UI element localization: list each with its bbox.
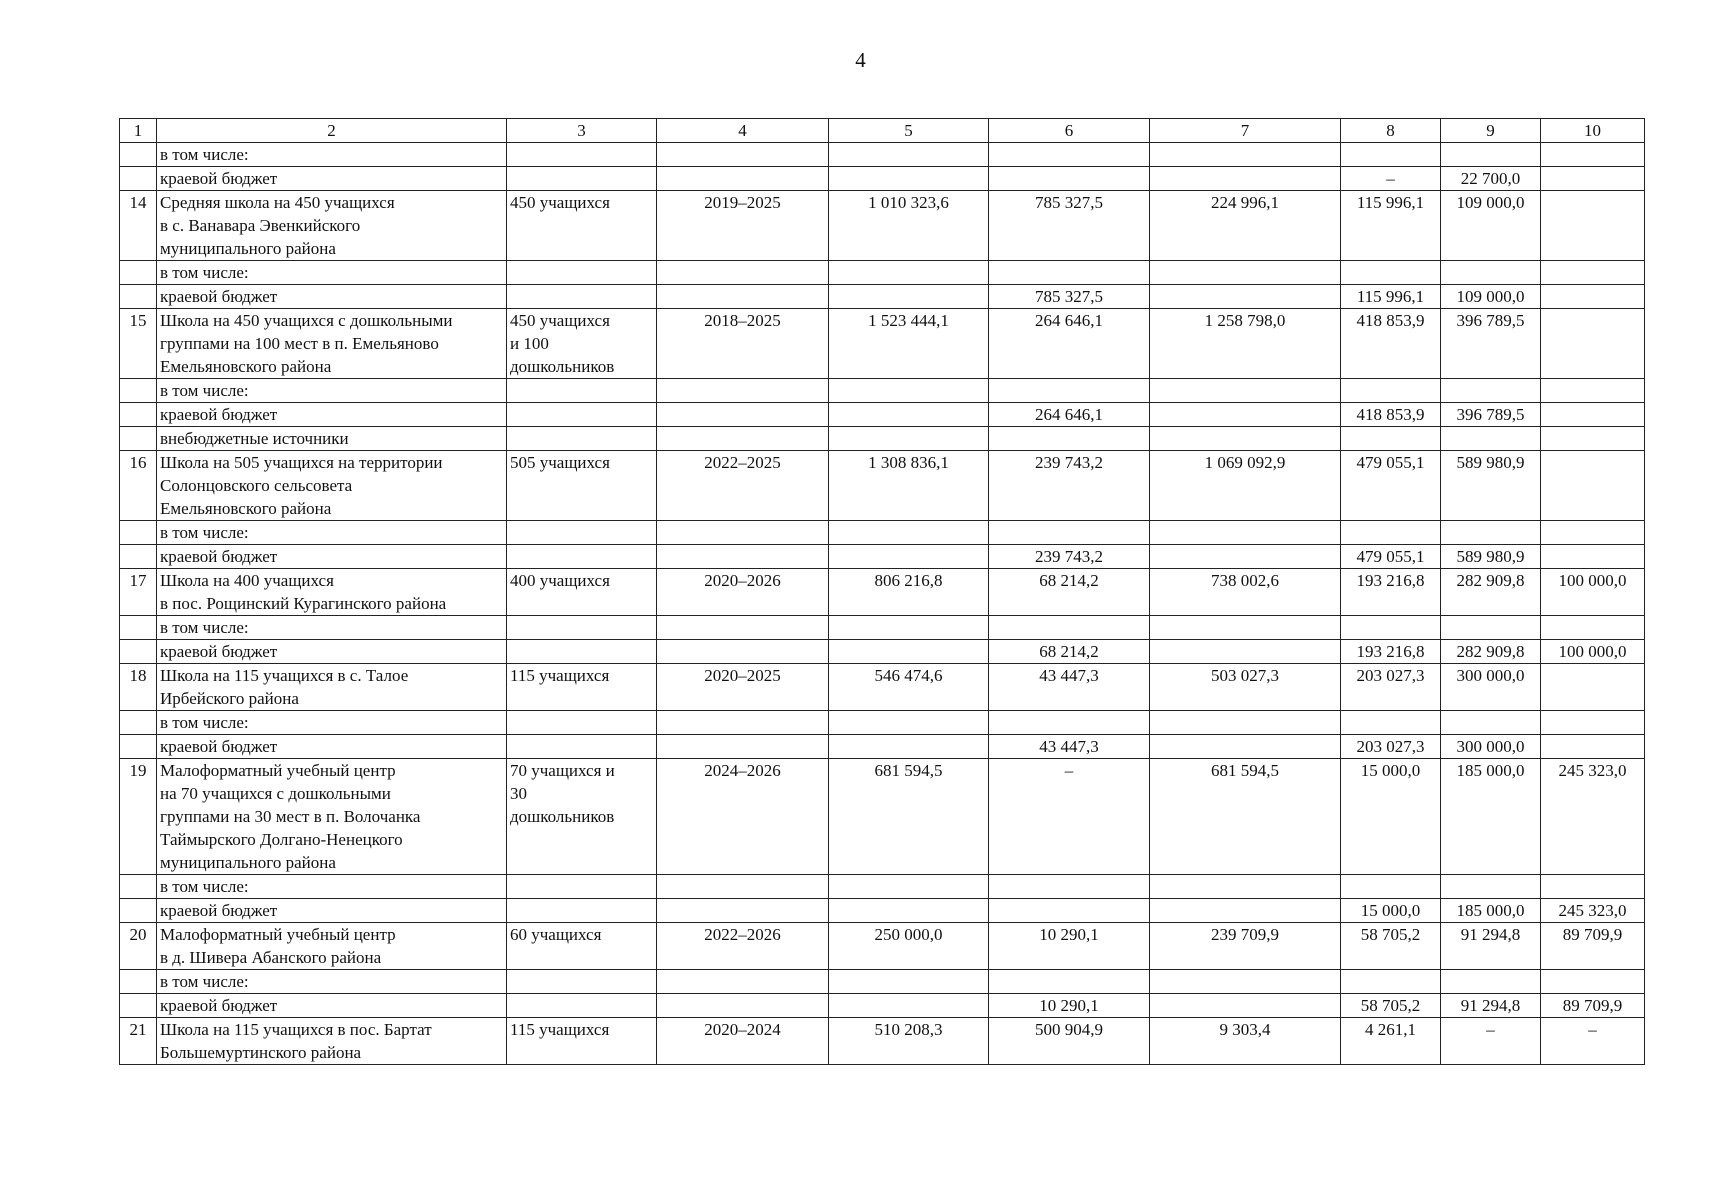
value-col-8 <box>1341 427 1441 451</box>
object-name: в том числе: <box>157 711 507 735</box>
table-row <box>120 379 1645 403</box>
value-col-5: 1 010 323,6 <box>829 191 989 261</box>
value-col-9 <box>1441 143 1541 167</box>
value-col-8 <box>1341 875 1441 899</box>
value-col-6: 68 214,2 <box>989 569 1150 616</box>
value-col-10 <box>1541 735 1645 759</box>
row-number <box>120 875 157 899</box>
value-col-8: 58 705,2 <box>1341 994 1441 1018</box>
table-row <box>120 923 1645 970</box>
value-col-6: 10 290,1 <box>989 923 1150 970</box>
period <box>657 970 829 994</box>
column-number-5: 5 <box>829 119 989 143</box>
capacity <box>507 640 657 664</box>
capacity: 70 учащихся и 30 дошкольников <box>507 759 657 875</box>
object-name: Малоформатный учебный центр на 70 учащихся с дошкольными группами на 30 мест в п. Волочанка Таймырского Долгано-Ненецкого муниципального района <box>157 759 507 875</box>
value-col-10: 245 323,0 <box>1541 759 1645 875</box>
value-col-5 <box>829 640 989 664</box>
capacity <box>507 379 657 403</box>
table-row <box>120 759 1645 875</box>
period <box>657 994 829 1018</box>
object-name: Школа на 115 учащихся в с. Талое Ирбейского района <box>157 664 507 711</box>
value-col-9 <box>1441 970 1541 994</box>
period <box>657 143 829 167</box>
value-col-9: 300 000,0 <box>1441 664 1541 711</box>
value-col-5 <box>829 875 989 899</box>
value-col-8: – <box>1341 167 1441 191</box>
value-col-9: 91 294,8 <box>1441 923 1541 970</box>
value-col-10 <box>1541 616 1645 640</box>
row-number <box>120 616 157 640</box>
table-row <box>120 403 1645 427</box>
column-number-8: 8 <box>1341 119 1441 143</box>
capacity <box>507 875 657 899</box>
period: 2022–2026 <box>657 923 829 970</box>
value-col-10 <box>1541 261 1645 285</box>
value-col-10 <box>1541 427 1645 451</box>
value-col-5 <box>829 167 989 191</box>
value-col-7 <box>1150 899 1341 923</box>
object-name: в том числе: <box>157 143 507 167</box>
column-number-10: 10 <box>1541 119 1645 143</box>
row-number <box>120 379 157 403</box>
object-name: краевой бюджет <box>157 403 507 427</box>
value-col-5 <box>829 379 989 403</box>
row-number <box>120 899 157 923</box>
value-col-5 <box>829 261 989 285</box>
value-col-5 <box>829 143 989 167</box>
row-number: 18 <box>120 664 157 711</box>
value-col-5: 806 216,8 <box>829 569 989 616</box>
value-col-7: 9 303,4 <box>1150 1018 1341 1065</box>
value-col-6 <box>989 521 1150 545</box>
column-number-3: 3 <box>507 119 657 143</box>
value-col-7 <box>1150 427 1341 451</box>
value-col-8 <box>1341 521 1441 545</box>
object-name: в том числе: <box>157 875 507 899</box>
value-col-6: 239 743,2 <box>989 545 1150 569</box>
period: 2020–2024 <box>657 1018 829 1065</box>
value-col-7 <box>1150 875 1341 899</box>
object-name: в том числе: <box>157 521 507 545</box>
value-col-9: 22 700,0 <box>1441 167 1541 191</box>
table-row <box>120 899 1645 923</box>
row-number: 20 <box>120 923 157 970</box>
value-col-8: 58 705,2 <box>1341 923 1441 970</box>
value-col-5 <box>829 735 989 759</box>
value-col-10 <box>1541 191 1645 261</box>
value-col-10: – <box>1541 1018 1645 1065</box>
value-col-6 <box>989 616 1150 640</box>
value-col-8 <box>1341 143 1441 167</box>
value-col-7 <box>1150 640 1341 664</box>
value-col-7 <box>1150 994 1341 1018</box>
value-col-6: 239 743,2 <box>989 451 1150 521</box>
value-col-9 <box>1441 521 1541 545</box>
capacity <box>507 403 657 427</box>
value-col-10 <box>1541 711 1645 735</box>
period <box>657 616 829 640</box>
value-col-7: 224 996,1 <box>1150 191 1341 261</box>
value-col-8: 203 027,3 <box>1341 735 1441 759</box>
row-number <box>120 970 157 994</box>
value-col-10: 100 000,0 <box>1541 640 1645 664</box>
value-col-5 <box>829 521 989 545</box>
value-col-8: 15 000,0 <box>1341 759 1441 875</box>
value-col-9: – <box>1441 1018 1541 1065</box>
object-name: краевой бюджет <box>157 545 507 569</box>
column-number-4: 4 <box>657 119 829 143</box>
table-row <box>120 711 1645 735</box>
value-col-7: 681 594,5 <box>1150 759 1341 875</box>
value-col-8: 193 216,8 <box>1341 569 1441 616</box>
value-col-10 <box>1541 664 1645 711</box>
object-name: краевой бюджет <box>157 640 507 664</box>
row-number <box>120 640 157 664</box>
value-col-6 <box>989 143 1150 167</box>
capacity: 400 учащихся <box>507 569 657 616</box>
object-name: краевой бюджет <box>157 285 507 309</box>
capacity <box>507 167 657 191</box>
value-col-7: 1 069 092,9 <box>1150 451 1341 521</box>
value-col-5: 1 523 444,1 <box>829 309 989 379</box>
object-name: Школа на 450 учащихся с дошкольными группами на 100 мест в п. Емельяново Емельяновского района <box>157 309 507 379</box>
object-name: в том числе: <box>157 261 507 285</box>
row-number <box>120 261 157 285</box>
value-col-7 <box>1150 285 1341 309</box>
row-number: 21 <box>120 1018 157 1065</box>
table-row <box>120 521 1645 545</box>
value-col-7 <box>1150 616 1341 640</box>
row-number <box>120 167 157 191</box>
capacity: 115 учащихся <box>507 664 657 711</box>
period <box>657 261 829 285</box>
value-col-5 <box>829 994 989 1018</box>
value-col-7 <box>1150 403 1341 427</box>
row-number <box>120 143 157 167</box>
value-col-6 <box>989 711 1150 735</box>
value-col-10 <box>1541 521 1645 545</box>
capacity <box>507 143 657 167</box>
capacity <box>507 970 657 994</box>
value-col-6: 785 327,5 <box>989 191 1150 261</box>
value-col-9: 282 909,8 <box>1441 569 1541 616</box>
value-col-7 <box>1150 167 1341 191</box>
table-body <box>120 119 1645 1065</box>
capacity <box>507 735 657 759</box>
capacity <box>507 427 657 451</box>
value-col-5 <box>829 285 989 309</box>
value-col-5 <box>829 616 989 640</box>
period <box>657 403 829 427</box>
value-col-8 <box>1341 970 1441 994</box>
column-number-9: 9 <box>1441 119 1541 143</box>
value-col-8: 479 055,1 <box>1341 451 1441 521</box>
capacity <box>507 899 657 923</box>
object-name: в том числе: <box>157 379 507 403</box>
value-col-8: 418 853,9 <box>1341 403 1441 427</box>
row-number <box>120 735 157 759</box>
value-col-9: 300 000,0 <box>1441 735 1541 759</box>
value-col-9: 185 000,0 <box>1441 899 1541 923</box>
value-col-7 <box>1150 711 1341 735</box>
value-col-9: 396 789,5 <box>1441 309 1541 379</box>
row-number <box>120 711 157 735</box>
value-col-7 <box>1150 379 1341 403</box>
table-row <box>120 191 1645 261</box>
value-col-10 <box>1541 379 1645 403</box>
value-col-10 <box>1541 403 1645 427</box>
value-col-7 <box>1150 261 1341 285</box>
object-name: краевой бюджет <box>157 167 507 191</box>
value-col-6: 68 214,2 <box>989 640 1150 664</box>
object-name: в том числе: <box>157 970 507 994</box>
capacity: 450 учащихся <box>507 191 657 261</box>
value-col-6: 10 290,1 <box>989 994 1150 1018</box>
value-col-5 <box>829 899 989 923</box>
period: 2024–2026 <box>657 759 829 875</box>
value-col-9 <box>1441 379 1541 403</box>
value-col-6 <box>989 427 1150 451</box>
value-col-8: 203 027,3 <box>1341 664 1441 711</box>
period <box>657 875 829 899</box>
value-col-5 <box>829 545 989 569</box>
value-col-9 <box>1441 875 1541 899</box>
value-col-10: 89 709,9 <box>1541 994 1645 1018</box>
value-col-10 <box>1541 451 1645 521</box>
table-row <box>120 167 1645 191</box>
value-col-9 <box>1441 711 1541 735</box>
value-col-7: 239 709,9 <box>1150 923 1341 970</box>
capacity <box>507 994 657 1018</box>
value-col-10 <box>1541 545 1645 569</box>
row-number <box>120 427 157 451</box>
value-col-9: 91 294,8 <box>1441 994 1541 1018</box>
value-col-5: 546 474,6 <box>829 664 989 711</box>
value-col-5 <box>829 427 989 451</box>
table-row <box>120 970 1645 994</box>
value-col-8: 479 055,1 <box>1341 545 1441 569</box>
row-number: 16 <box>120 451 157 521</box>
object-name: внебюджетные источники <box>157 427 507 451</box>
table-row <box>120 875 1645 899</box>
period <box>657 285 829 309</box>
table-row <box>120 451 1645 521</box>
capacity <box>507 545 657 569</box>
object-name: краевой бюджет <box>157 994 507 1018</box>
row-number <box>120 521 157 545</box>
value-col-10 <box>1541 167 1645 191</box>
value-col-5 <box>829 403 989 427</box>
column-number-1: 1 <box>120 119 157 143</box>
object-name: Школа на 505 учащихся на территории Солонцовского сельсовета Емельяновского района <box>157 451 507 521</box>
value-col-8: 115 996,1 <box>1341 191 1441 261</box>
capacity: 505 учащихся <box>507 451 657 521</box>
table-row <box>120 545 1645 569</box>
value-col-10 <box>1541 285 1645 309</box>
row-number: 15 <box>120 309 157 379</box>
object-name: Средняя школа на 450 учащихся в с. Ванавара Эвенкийского муниципального района <box>157 191 507 261</box>
period: 2020–2025 <box>657 664 829 711</box>
period: 2019–2025 <box>657 191 829 261</box>
value-col-6: – <box>989 759 1150 875</box>
column-number-2: 2 <box>157 119 507 143</box>
table-row <box>120 664 1645 711</box>
value-col-5: 681 594,5 <box>829 759 989 875</box>
value-col-8 <box>1341 711 1441 735</box>
value-col-9: 589 980,9 <box>1441 451 1541 521</box>
value-col-7 <box>1150 735 1341 759</box>
value-col-9 <box>1441 427 1541 451</box>
value-col-7: 1 258 798,0 <box>1150 309 1341 379</box>
value-col-5 <box>829 711 989 735</box>
value-col-5 <box>829 970 989 994</box>
value-col-7: 738 002,6 <box>1150 569 1341 616</box>
value-col-9: 109 000,0 <box>1441 285 1541 309</box>
page-number: 4 <box>855 48 866 72</box>
value-col-6: 264 646,1 <box>989 309 1150 379</box>
object-name: краевой бюджет <box>157 735 507 759</box>
value-col-8 <box>1341 379 1441 403</box>
value-col-8 <box>1341 261 1441 285</box>
value-col-7 <box>1150 521 1341 545</box>
capacity <box>507 616 657 640</box>
period <box>657 167 829 191</box>
object-name: Школа на 115 учащихся в пос. Бартат Большемуртинского района <box>157 1018 507 1065</box>
capacity: 115 учащихся <box>507 1018 657 1065</box>
value-col-6: 785 327,5 <box>989 285 1150 309</box>
object-name: в том числе: <box>157 616 507 640</box>
column-number-7: 7 <box>1150 119 1341 143</box>
value-col-8 <box>1341 616 1441 640</box>
value-col-7 <box>1150 970 1341 994</box>
row-number: 14 <box>120 191 157 261</box>
value-col-10: 245 323,0 <box>1541 899 1645 923</box>
row-number <box>120 545 157 569</box>
value-col-9: 109 000,0 <box>1441 191 1541 261</box>
value-col-10 <box>1541 875 1645 899</box>
table-row <box>120 1018 1645 1065</box>
value-col-8: 115 996,1 <box>1341 285 1441 309</box>
table-row <box>120 261 1645 285</box>
value-col-9 <box>1441 616 1541 640</box>
value-col-10 <box>1541 970 1645 994</box>
value-col-6: 43 447,3 <box>989 664 1150 711</box>
capacity <box>507 285 657 309</box>
value-col-6: 43 447,3 <box>989 735 1150 759</box>
value-col-8: 193 216,8 <box>1341 640 1441 664</box>
period <box>657 735 829 759</box>
value-col-9: 185 000,0 <box>1441 759 1541 875</box>
table-row <box>120 640 1645 664</box>
value-col-6 <box>989 379 1150 403</box>
capacity <box>507 521 657 545</box>
period <box>657 711 829 735</box>
value-col-5: 510 208,3 <box>829 1018 989 1065</box>
column-number-6: 6 <box>989 119 1150 143</box>
period <box>657 521 829 545</box>
value-col-9: 396 789,5 <box>1441 403 1541 427</box>
value-col-8: 418 853,9 <box>1341 309 1441 379</box>
period: 2018–2025 <box>657 309 829 379</box>
row-number <box>120 403 157 427</box>
value-col-6: 500 904,9 <box>989 1018 1150 1065</box>
capacity <box>507 261 657 285</box>
value-col-9 <box>1441 261 1541 285</box>
row-number <box>120 285 157 309</box>
table-row <box>120 616 1645 640</box>
objects-table <box>119 118 1645 1065</box>
capacity: 60 учащихся <box>507 923 657 970</box>
row-number: 17 <box>120 569 157 616</box>
period <box>657 427 829 451</box>
value-col-7 <box>1150 143 1341 167</box>
value-col-9: 589 980,9 <box>1441 545 1541 569</box>
value-col-5: 1 308 836,1 <box>829 451 989 521</box>
column-number-header-row <box>120 119 1645 143</box>
period <box>657 545 829 569</box>
value-col-6 <box>989 899 1150 923</box>
table-row <box>120 285 1645 309</box>
value-col-9: 282 909,8 <box>1441 640 1541 664</box>
value-col-10: 100 000,0 <box>1541 569 1645 616</box>
value-col-10 <box>1541 143 1645 167</box>
object-name: Школа на 400 учащихся в пос. Рощинский Курагинского района <box>157 569 507 616</box>
table-row <box>120 569 1645 616</box>
value-col-5: 250 000,0 <box>829 923 989 970</box>
row-number: 19 <box>120 759 157 875</box>
value-col-6 <box>989 167 1150 191</box>
value-col-10: 89 709,9 <box>1541 923 1645 970</box>
value-col-6 <box>989 970 1150 994</box>
value-col-6: 264 646,1 <box>989 403 1150 427</box>
table-row <box>120 735 1645 759</box>
value-col-8: 4 261,1 <box>1341 1018 1441 1065</box>
table-row <box>120 309 1645 379</box>
period: 2022–2025 <box>657 451 829 521</box>
value-col-7 <box>1150 545 1341 569</box>
row-number <box>120 994 157 1018</box>
value-col-6 <box>989 875 1150 899</box>
period <box>657 640 829 664</box>
period <box>657 899 829 923</box>
value-col-6 <box>989 261 1150 285</box>
table-row <box>120 143 1645 167</box>
period <box>657 379 829 403</box>
table-row <box>120 994 1645 1018</box>
period: 2020–2026 <box>657 569 829 616</box>
object-name: краевой бюджет <box>157 899 507 923</box>
capacity <box>507 711 657 735</box>
value-col-7: 503 027,3 <box>1150 664 1341 711</box>
value-col-10 <box>1541 309 1645 379</box>
value-col-8: 15 000,0 <box>1341 899 1441 923</box>
capacity: 450 учащихся и 100 дошкольников <box>507 309 657 379</box>
object-name: Малоформатный учебный центр в д. Шивера Абанского района <box>157 923 507 970</box>
table-row <box>120 427 1645 451</box>
